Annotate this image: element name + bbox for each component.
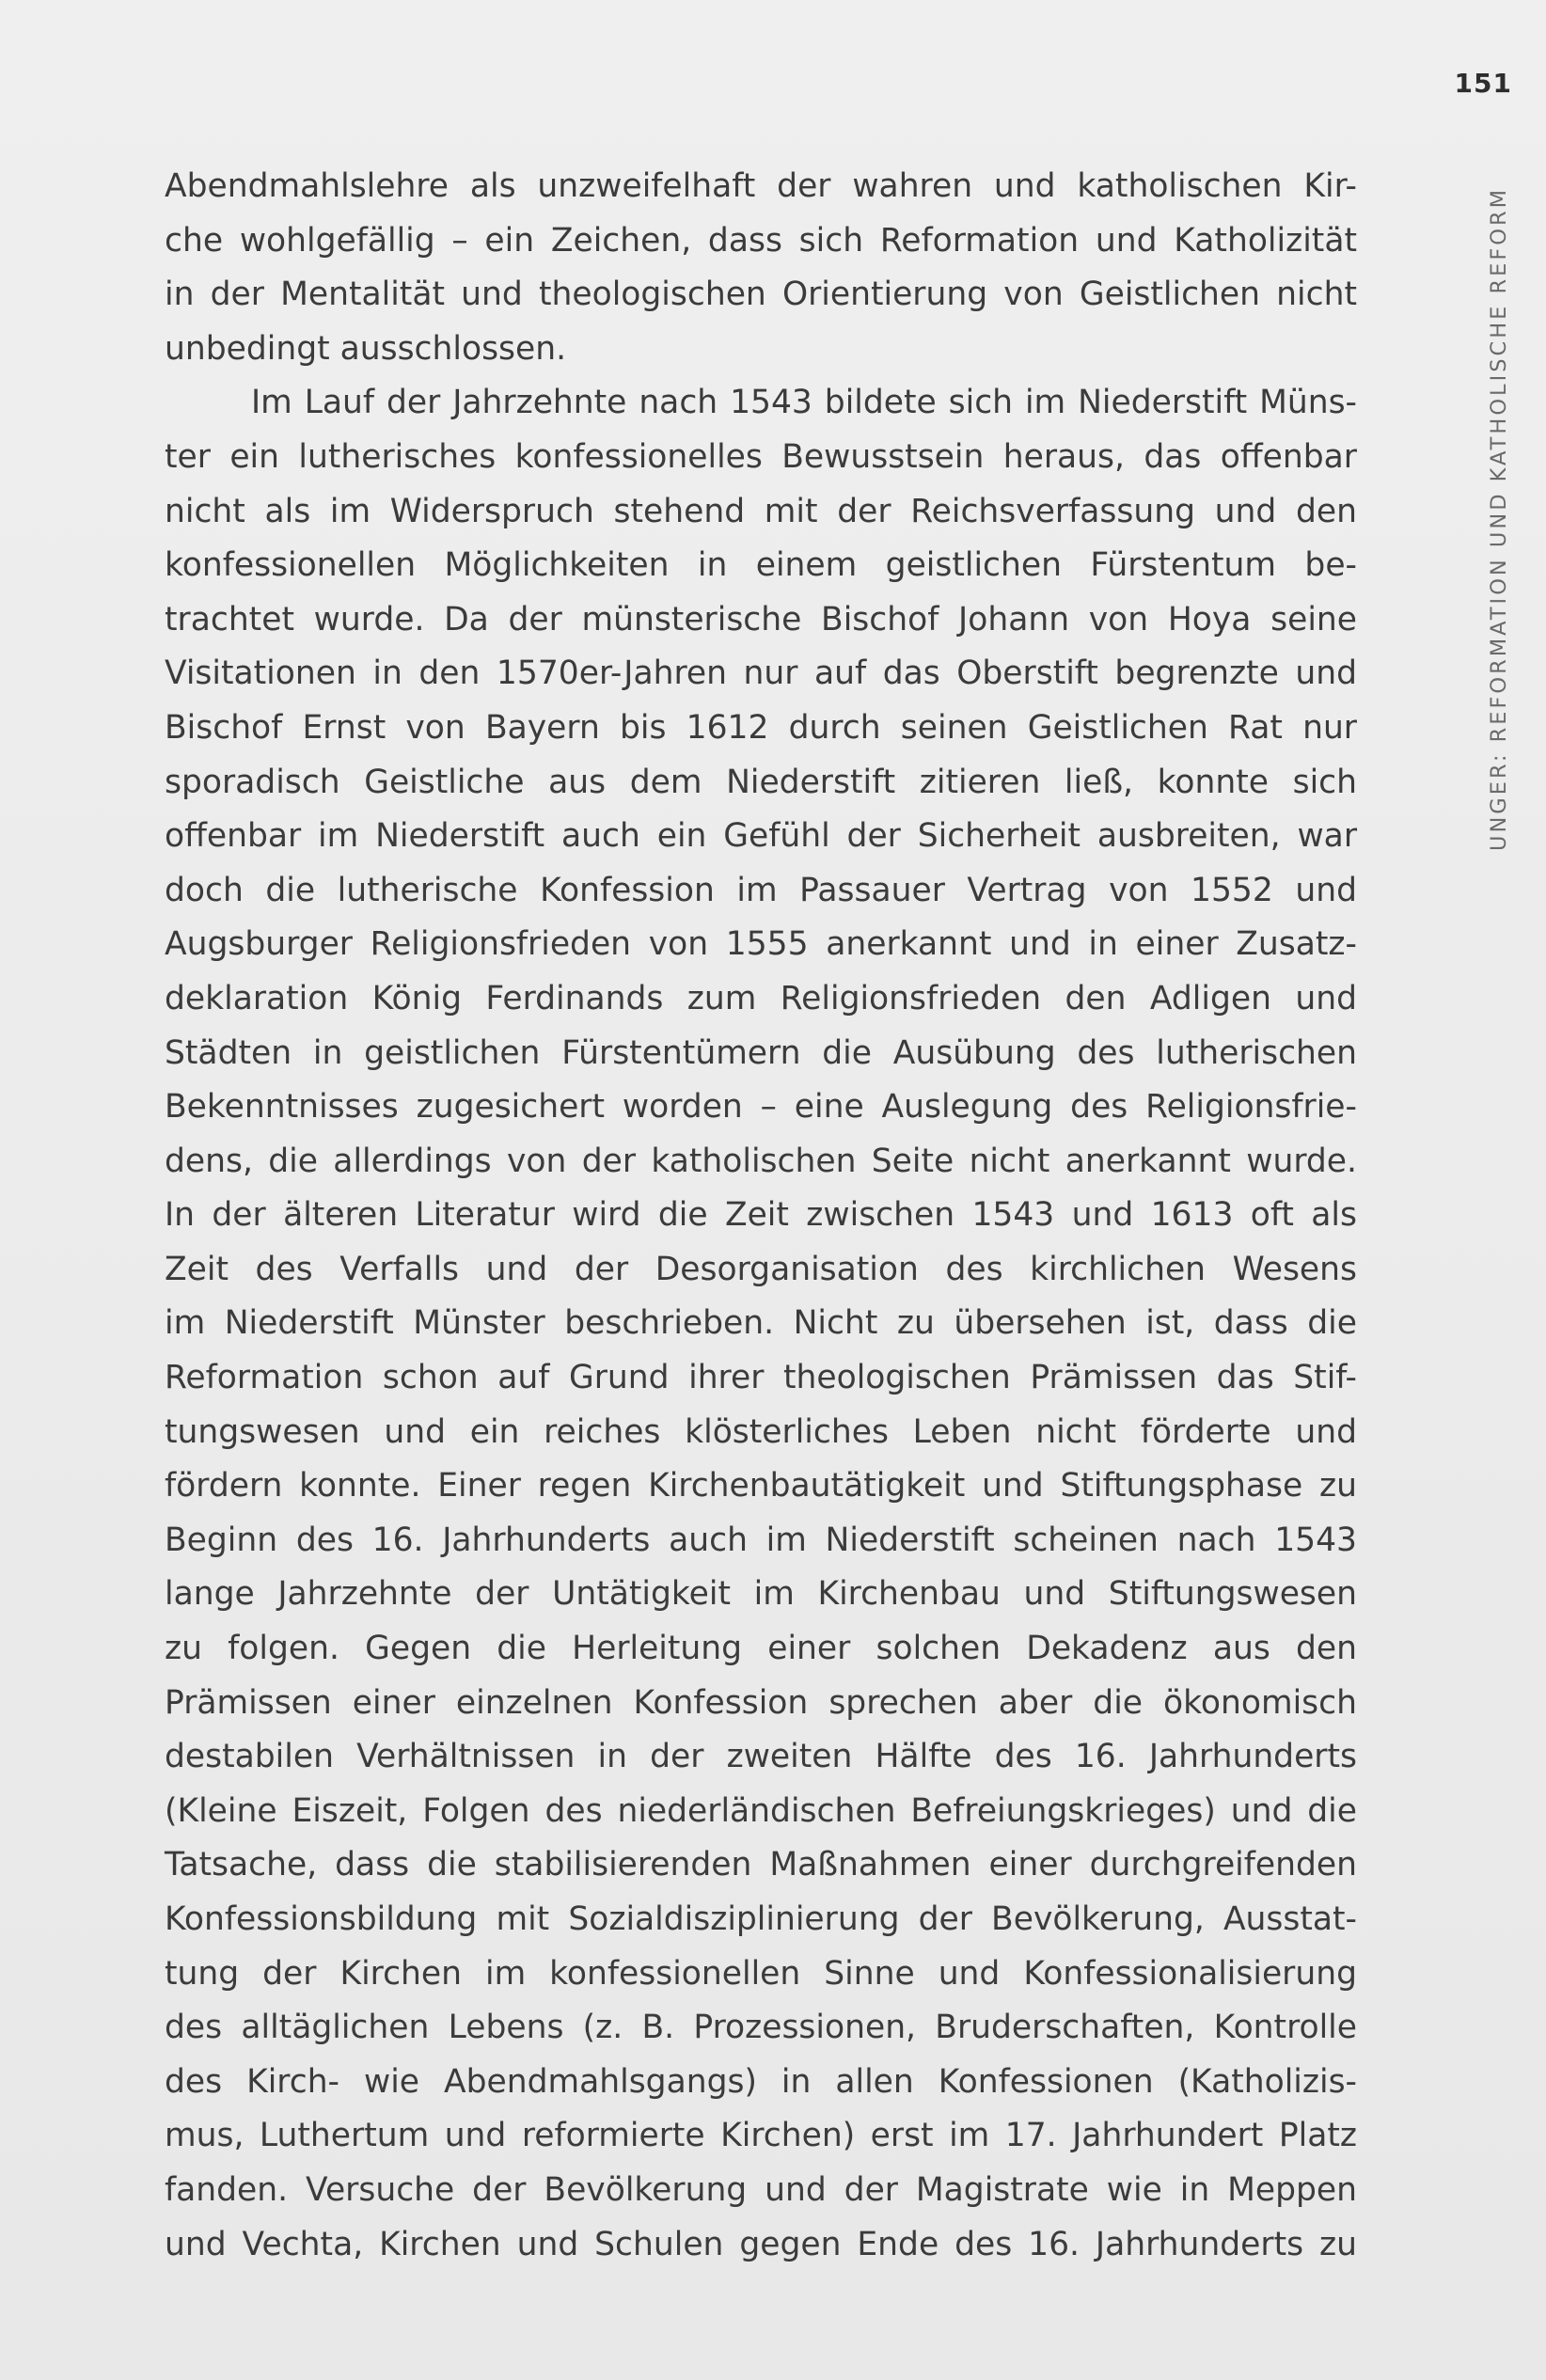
text-line: ter ein lutherisches konfessionelles Bewusstsein heraus, das offenbar bbox=[165, 437, 1357, 476]
text-line: fanden. Versuche der Bevölkerung und der Magistrate wie in Meppen bbox=[165, 2170, 1357, 2209]
text-line: destabilen Verhältnissen in der zweiten Hälfte des 16. Jahrhunderts bbox=[165, 1738, 1357, 1776]
text-line: unbedingt ausschlossen. bbox=[165, 329, 567, 368]
text-line: Prämissen einer einzelnen Konfession sprechen aber die ökonomisch bbox=[165, 1683, 1357, 1722]
text-line: Konfessionsbildung mit Sozialdisziplinierung der Bevölkerung, Ausstat- bbox=[165, 1900, 1357, 1938]
text-line: lange Jahrzehnte der Untätigkeit im Kirchenbau und Stiftungswesen bbox=[165, 1575, 1357, 1614]
running-head: UNGER: REFORMATION UND KATHOLISCHE REFORM bbox=[1487, 186, 1511, 851]
body-text bbox=[165, 160, 1357, 2272]
text-line: im Niederstift Münster beschrieben. Nicht zu übersehen ist, dass die bbox=[165, 1304, 1357, 1343]
text-line: In der älteren Literatur wird die Zeit zwischen 1543 und 1613 oft als bbox=[165, 1196, 1357, 1235]
text-line: des alltäglichen Lebens (z. B. Prozessionen, Bruderschaften, Kontrolle bbox=[165, 2009, 1357, 2047]
text-line: trachtet wurde. Da der münsterische Bischof Johann von Hoya seine bbox=[165, 600, 1357, 638]
text-line: dens, die allerdings von der katholischen Seite nicht anerkannt wurde. bbox=[165, 1142, 1357, 1180]
text-line: fördern konnte. Einer regen Kirchenbautätigkeit und Stiftungsphase zu bbox=[165, 1467, 1357, 1505]
text-line: Abendmahlslehre als unzweifelhaft der wahren und katholischen Kir- bbox=[165, 167, 1357, 205]
text-line: che wohlgefällig – ein Zeichen, dass sich Reformation und Katholizität bbox=[165, 221, 1357, 260]
text-line: mus, Luthertum und reformierte Kirchen) erst im 17. Jahrhundert Platz bbox=[165, 2117, 1357, 2155]
text-line: doch die lutherische Konfession im Passauer Vertrag von 1552 und bbox=[165, 871, 1357, 909]
text-line: zu folgen. Gegen die Herleitung einer solchen Dekadenz aus den bbox=[165, 1630, 1357, 1668]
text-line: Visitationen in den 1570er-Jahren nur auf das Oberstift begrenzte und bbox=[165, 654, 1357, 693]
text-line: tungswesen und ein reiches klösterliches Leben nicht förderte und bbox=[165, 1412, 1357, 1451]
text-line: sporadisch Geistliche aus dem Niederstift zitieren ließ, konnte sich bbox=[165, 763, 1357, 801]
text-line: Bischof Ernst von Bayern bis 1612 durch seinen Geistlichen Rat nur bbox=[165, 708, 1357, 747]
text-line: in der Mentalität und theologischen Orientierung von Geistlichen nicht bbox=[165, 276, 1357, 314]
text-line: Bekenntnisses zugesichert worden – eine Auslegung des Religionsfrie- bbox=[165, 1088, 1357, 1127]
page-number: 151 bbox=[1454, 68, 1512, 99]
text-line: des Kirch- wie Abendmahlsgangs) in allen Konfessionen (Katholizis- bbox=[165, 2062, 1357, 2101]
text-line: Im Lauf der Jahrzehnte nach 1543 bildete sich im Niederstift Müns- bbox=[251, 384, 1357, 422]
text-line: deklaration König Ferdinands zum Religionsfrieden den Adligen und bbox=[165, 979, 1357, 1017]
text-line: nicht als im Widerspruch stehend mit der Reichsverfassung und den bbox=[165, 492, 1357, 530]
text-line: konfessionellen Möglichkeiten in einem geistlichen Fürstentum be- bbox=[165, 546, 1357, 585]
text-line: Augsburger Religionsfrieden von 1555 anerkannt und in einer Zusatz- bbox=[165, 925, 1357, 964]
text-line: Zeit des Verfalls und der Desorganisation des kirchlichen Wesens bbox=[165, 1250, 1357, 1288]
text-line: und Vechta, Kirchen und Schulen gegen Ende des 16. Jahrhunderts zu bbox=[165, 2225, 1357, 2263]
text-line: offenbar im Niederstift auch ein Gefühl der Sicherheit ausbreiten, war bbox=[165, 817, 1357, 856]
text-line: Beginn des 16. Jahrhunderts auch im Niederstift scheinen nach 1543 bbox=[165, 1521, 1357, 1559]
text-line: Tatsache, dass die stabilisierenden Maßnahmen einer durchgreifenden bbox=[165, 1846, 1357, 1884]
text-line: (Kleine Eiszeit, Folgen des niederländischen Befreiungskrieges) und die bbox=[165, 1791, 1357, 1830]
text-line: tung der Kirchen im konfessionellen Sinne und Konfessionalisierung bbox=[165, 1954, 1357, 1993]
text-line: Städten in geistlichen Fürstentümern die Ausübung des lutherischen bbox=[165, 1033, 1357, 1072]
text-line: Reformation schon auf Grund ihrer theologischen Prämissen das Stif- bbox=[165, 1359, 1357, 1397]
